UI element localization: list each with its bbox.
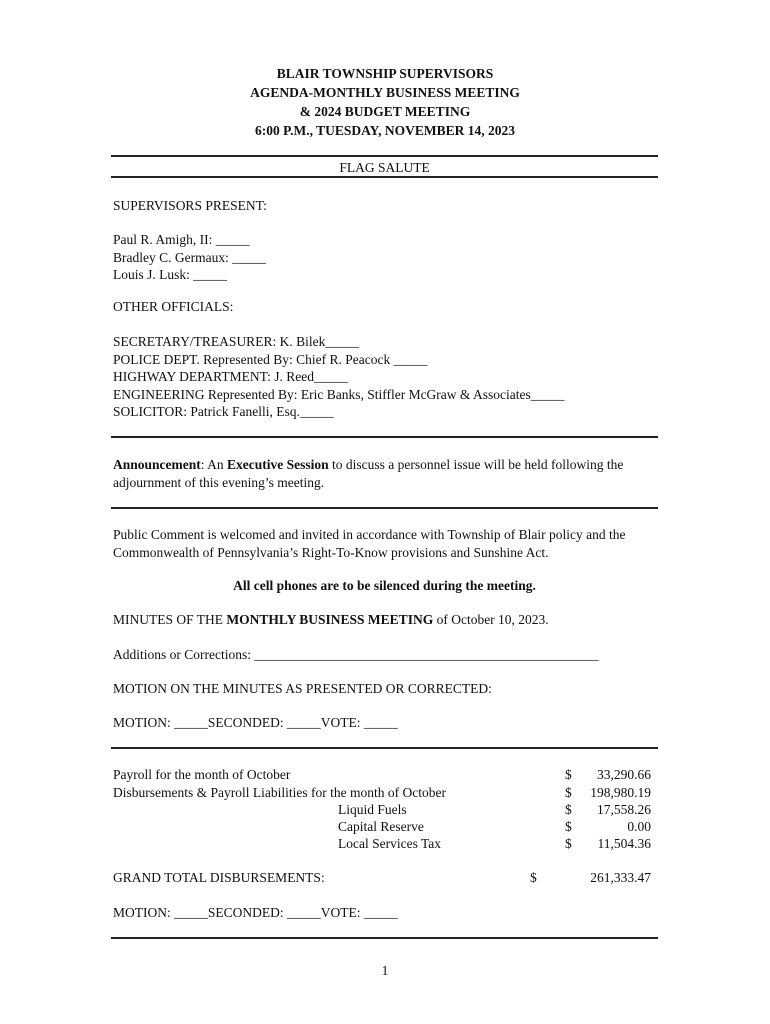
disbursements-label: Disbursements & Payroll Liabilities for the month of October xyxy=(113,785,446,800)
minutes-line xyxy=(113,611,658,629)
local-services-tax-label: Local Services Tax xyxy=(338,836,442,851)
supervisor-name: Bradley C. Germaux: _____ xyxy=(113,249,266,265)
currency-symbol: $ xyxy=(565,802,572,817)
official-line: POLICE DEPT. Represented By: Chief R. Peacock _____ xyxy=(113,351,428,367)
official-line: SECRETARY/TREASURER: K. Bilek_____ xyxy=(113,334,360,349)
payroll-amount: 33,290.66 xyxy=(597,767,651,782)
public-comment: Public Comment is welcomed and invited in accordance with Township of Blair policy and the Commonwealth of Pennsylvania’s Right-To-Know provisions and Sunshine Act. xyxy=(113,527,626,560)
local-services-tax-amount: 11,504.36 xyxy=(597,836,651,851)
divider xyxy=(111,747,658,749)
supervisor-name: Louis J. Lusk: _____ xyxy=(113,267,228,282)
announcement-text: : An xyxy=(200,457,228,472)
supervisor-name: Paul R. Amigh, II: _____ xyxy=(113,232,250,247)
flag-salute: FLAG SALUTE xyxy=(339,160,430,175)
supervisors-heading: SUPERVISORS PRESENT: xyxy=(113,198,267,213)
header-line-2: AGENDA-MONTHLY BUSINESS MEETING xyxy=(250,85,520,100)
currency-symbol: $ xyxy=(565,836,572,851)
liquid-fuels-amount: 17,558.26 xyxy=(597,802,651,817)
disbursements-amount: 198,980.19 xyxy=(590,785,651,800)
executive-session: Executive Session xyxy=(227,457,329,472)
capital-reserve-label: Capital Reserve xyxy=(338,819,424,834)
announcement xyxy=(113,456,658,491)
minutes-meeting: MONTHLY BUSINESS MEETING xyxy=(226,612,434,627)
divider xyxy=(111,937,658,939)
liquid-fuels-label: Liquid Fuels xyxy=(338,802,407,817)
payroll-label: Payroll for the month of October xyxy=(113,767,291,782)
currency-symbol: $ xyxy=(565,785,572,800)
header-line-3: & 2024 BUDGET MEETING xyxy=(299,104,471,119)
minutes-motion: MOTION: _____SECONDED: _____VOTE: _____ xyxy=(113,715,398,730)
grand-total-amount: 261,333.47 xyxy=(590,870,651,885)
announcement-label: Announcement xyxy=(113,457,201,472)
minutes-text: MINUTES OF THE xyxy=(113,612,227,627)
official-line: HIGHWAY DEPARTMENT: J. Reed_____ xyxy=(113,369,348,384)
divider xyxy=(111,155,658,157)
officials-heading: OTHER OFFICIALS: xyxy=(113,299,234,314)
announcement-text: to discuss a personnel issue will be held following the adjournment of this evening’s meeting. xyxy=(113,457,624,490)
minutes-text: of October 10, 2023. xyxy=(433,612,549,627)
currency-symbol: $ xyxy=(530,870,537,885)
currency-symbol: $ xyxy=(565,767,572,782)
officials-list xyxy=(113,333,658,421)
minutes-motion-heading: MOTION ON THE MINUTES AS PRESENTED OR CORRECTED: xyxy=(113,681,492,696)
document-header xyxy=(0,64,770,140)
divider xyxy=(111,436,658,438)
header-line-4: 6:00 P.M., TUESDAY, NOVEMBER 14, 2023 xyxy=(254,123,516,138)
cell-phones-notice: All cell phones are to be silenced during the meeting. xyxy=(233,578,536,593)
supervisors-list xyxy=(113,231,658,284)
divider xyxy=(111,507,658,509)
additions-corrections: Additions or Corrections: ___________________________________________________ xyxy=(113,647,599,662)
official-line: SOLICITOR: Patrick Fanelli, Esq._____ xyxy=(113,404,334,419)
grand-total-label: GRAND TOTAL DISBURSEMENTS: xyxy=(113,870,325,885)
official-line: ENGINEERING Represented By: Eric Banks, Stiffler McGraw & Associates_____ xyxy=(113,386,565,402)
finance-motion: MOTION: _____SECONDED: _____VOTE: _____ xyxy=(113,905,398,920)
capital-reserve-amount: 0.00 xyxy=(627,819,651,834)
currency-symbol: $ xyxy=(565,819,572,834)
page-number: 1 xyxy=(381,963,389,978)
divider xyxy=(111,176,658,178)
header-line-1: BLAIR TOWNSHIP SUPERVISORS xyxy=(276,66,494,81)
